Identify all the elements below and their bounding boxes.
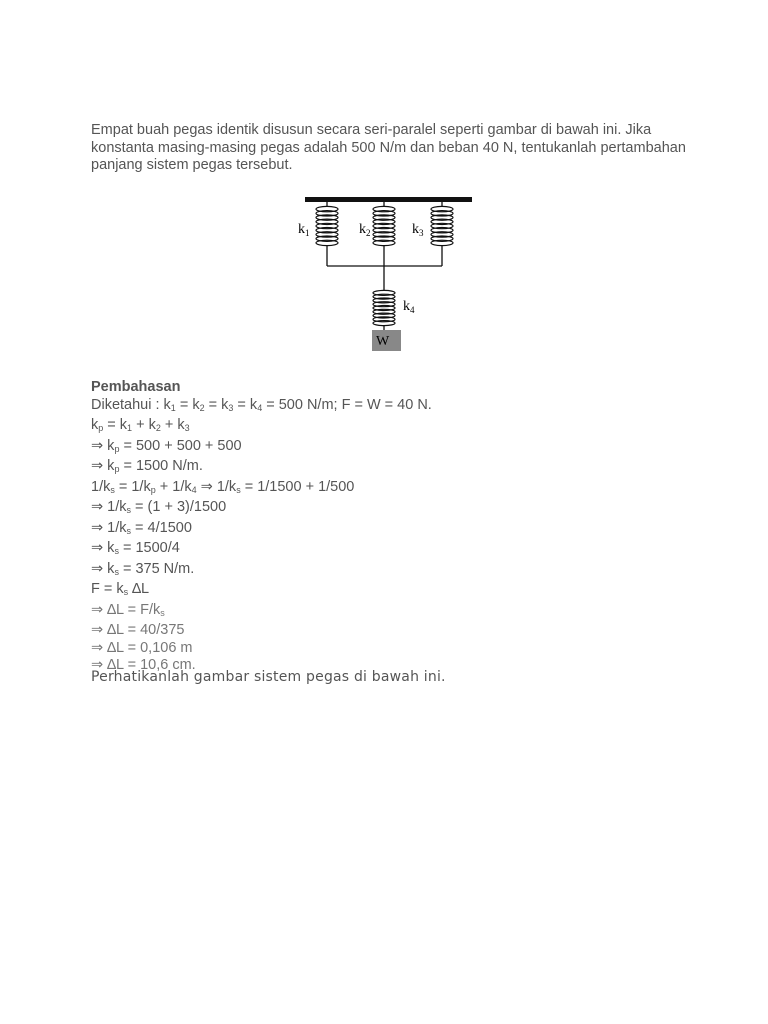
label-k4: $k_4$: [403, 299, 415, 315]
solution-line: $1/k_s = 1/k_p + 1/k_4$ ⇒ $1/k_s = 1/1500 + 1/500$: [91, 478, 355, 495]
label-k1: $k_1$: [298, 222, 310, 238]
solution-line: ⇒ ∆L = 40/375: [91, 622, 185, 638]
solution-line: ⇒ $\Delta L = F/k_s$: [91, 601, 165, 618]
solution-line: ⇒ $1/k_s = 4/1500$: [91, 519, 192, 536]
label-k3: $k_3$: [412, 222, 424, 238]
solution-line: $F = k_s$ ∆L: [91, 581, 150, 597]
solution-line: ⇒ $k_p = 500 + 500 + 500$: [91, 437, 242, 454]
solution-line: ⇒ $1/k_s = (1 + 3)/1500$: [91, 499, 227, 515]
solution-line: ⇒ $k_s = 1500/4$: [91, 540, 180, 556]
solution-heading: Pembahasan: [91, 379, 181, 395]
spring-k2: [373, 202, 395, 250]
solution-line: Diketahui : $k_1 = k_2 = k_3 = k_4 = 500$ N/m; F = W = 40 N.: [91, 396, 432, 413]
spring-system-figure: [290, 190, 490, 360]
label-k2: $k_2$: [359, 222, 371, 238]
solution-line: ⇒ ∆L = 10,6 cm.: [91, 657, 196, 673]
next-problem-statement: Perhatikanlah gambar sistem pegas di bawah ini.: [91, 669, 446, 685]
solution-line: $k_p = k_1 + k_2 + k_3$: [91, 417, 190, 433]
weight-label: W: [376, 334, 390, 349]
problem-statement: Empat buah pegas identik disusun secara seri-paralel seperti gambar di bawah ini. Jika konstanta masing-masing pegas adalah 500 N/m dan beban 40 N, tentukanlah pertambahan panjang sistem pegas tersebut.: [91, 122, 686, 173]
solution: [91, 379, 432, 675]
spring-k1: [316, 202, 338, 250]
solution-line: ⇒ $k_p = 1500$ N/m.: [91, 458, 203, 474]
solution-lines: [91, 397, 432, 675]
spring-k4: [373, 286, 395, 330]
ceiling-bar: [305, 197, 472, 202]
solution-line: ⇒ $k_s = 375$ N/m.: [91, 560, 195, 577]
spring-k3: [431, 202, 453, 250]
solution-line: ⇒ ∆L = 0,106 m: [91, 639, 193, 656]
